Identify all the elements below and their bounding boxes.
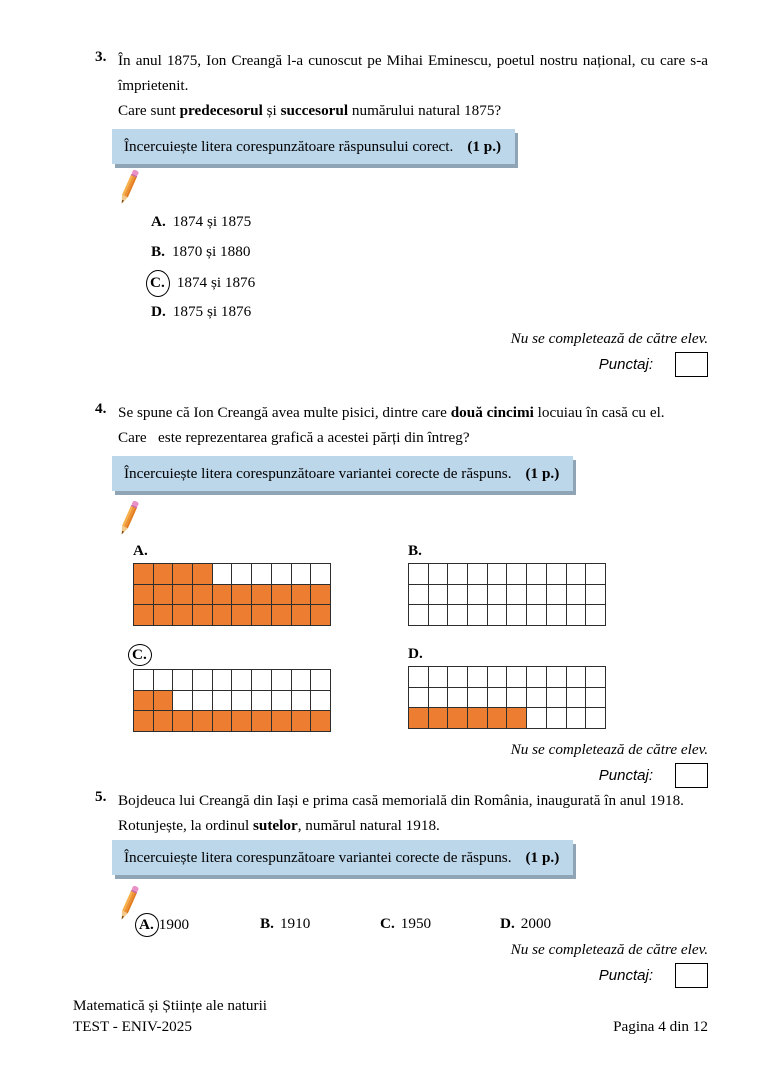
fraction-grid-b bbox=[408, 563, 606, 626]
grid-cell-empty bbox=[507, 605, 527, 626]
grid-cell-empty bbox=[567, 605, 587, 626]
grid-row bbox=[134, 605, 331, 626]
grid-cell-empty bbox=[232, 564, 252, 585]
grid-option-b: B. bbox=[408, 541, 708, 631]
grid-cell-filled bbox=[468, 708, 488, 729]
grid-row bbox=[134, 670, 331, 691]
footer-test-id: TEST - ENIV-2025 bbox=[73, 1018, 192, 1035]
grid-cell-empty bbox=[252, 691, 272, 712]
grid-cell-empty bbox=[409, 667, 429, 688]
footer-page-number: Pagina 4 din 12 bbox=[613, 1018, 708, 1035]
grid-cell-empty bbox=[468, 667, 488, 688]
question-4-number: 4. bbox=[95, 400, 107, 417]
grid-cell-empty bbox=[567, 708, 587, 729]
grid-cell-empty bbox=[429, 605, 449, 626]
question-5-options bbox=[95, 913, 708, 937]
grid-cell-filled bbox=[134, 585, 154, 606]
grid-cell-filled bbox=[252, 585, 272, 606]
score-row bbox=[95, 963, 708, 988]
grid-cell-filled bbox=[134, 605, 154, 626]
grid-cell-empty bbox=[272, 564, 292, 585]
score-label: Punctaj: bbox=[598, 767, 653, 785]
grid-cell-empty bbox=[292, 670, 312, 691]
grid-cell-filled bbox=[173, 605, 193, 626]
question-3-number: 3. bbox=[95, 48, 107, 65]
grid-cell-filled bbox=[213, 711, 233, 732]
grid-cell-filled bbox=[252, 605, 272, 626]
grid-cell-filled bbox=[173, 711, 193, 732]
grid-option-a: A. bbox=[133, 541, 408, 631]
grid-cell-empty bbox=[272, 691, 292, 712]
grid-cell-filled bbox=[173, 585, 193, 606]
grid-cell-filled bbox=[292, 585, 312, 606]
question-5-text: Bojdeuca lui Creangă din Iași e prima casă memorială din România, inaugurată în anul 1918. bbox=[118, 792, 684, 809]
grid-cell-empty bbox=[311, 564, 331, 585]
grid-cell-empty bbox=[507, 667, 527, 688]
grid-cell-filled bbox=[292, 711, 312, 732]
grid-cell-empty bbox=[547, 564, 567, 585]
grid-cell-filled bbox=[193, 605, 213, 626]
grid-cell-filled bbox=[429, 708, 449, 729]
grid-row bbox=[409, 688, 606, 709]
grid-cell-empty bbox=[586, 708, 606, 729]
grid-cell-empty bbox=[272, 670, 292, 691]
instruction-box-q5: Încercuiește litera corespunzătoare variantei corecte de răspuns. (1 p.) bbox=[112, 840, 573, 875]
grid-cell-empty bbox=[429, 667, 449, 688]
grid-cell-empty bbox=[448, 585, 468, 606]
grid-cell-empty bbox=[527, 564, 547, 585]
score-label: Punctaj: bbox=[598, 356, 653, 373]
grid-cell-empty bbox=[547, 667, 567, 688]
grid-row bbox=[409, 708, 606, 729]
grid-cell-empty bbox=[527, 708, 547, 729]
grid-cell-filled bbox=[311, 711, 331, 732]
grid-cell-empty bbox=[488, 667, 508, 688]
page-footer bbox=[73, 995, 708, 1037]
grid-cell-empty bbox=[567, 688, 587, 709]
grid-cell-empty bbox=[527, 585, 547, 606]
option-b: B. 1870 și 1880 bbox=[151, 243, 251, 260]
pencil-icon bbox=[118, 884, 140, 927]
grid-cell-empty bbox=[586, 688, 606, 709]
grid-cell-filled bbox=[448, 708, 468, 729]
grid-cell-empty bbox=[448, 688, 468, 709]
question-5-number: 5. bbox=[95, 788, 107, 805]
question-4-prompt: Care este reprezentarea grafică a acestei părți din întreg? bbox=[118, 429, 470, 446]
footer-left bbox=[73, 995, 267, 1037]
teacher-note: Nu se completează de către elev. bbox=[510, 741, 708, 759]
grid-cell-filled bbox=[213, 585, 233, 606]
grid-cell-empty bbox=[586, 564, 606, 585]
grid-cell-empty bbox=[429, 688, 449, 709]
teacher-note: Nu se completează de către elev. bbox=[510, 330, 708, 347]
grid-cell-empty bbox=[488, 688, 508, 709]
grid-cell-filled bbox=[154, 605, 174, 626]
grid-cell-empty bbox=[213, 670, 233, 691]
question-3-options bbox=[95, 210, 708, 324]
grid-cell-filled bbox=[272, 605, 292, 626]
grid-cell-empty bbox=[134, 670, 154, 691]
teacher-note: Nu se completează de către elev. bbox=[510, 941, 708, 958]
option-c: C. 1950 bbox=[380, 915, 432, 932]
grid-cell-empty bbox=[429, 564, 449, 585]
question-4-text: Se spune că Ion Creangă avea multe pisici, dintre care două cincimi locuiau în casă cu el. bbox=[118, 404, 665, 421]
grid-cell-empty bbox=[311, 670, 331, 691]
grid-row bbox=[134, 691, 331, 712]
option-c: C. 1874 și 1876 bbox=[151, 270, 708, 294]
option-a: A. 1874 și 1875 bbox=[151, 213, 252, 230]
grid-cell-empty bbox=[429, 585, 449, 606]
grid-cell-empty bbox=[488, 605, 508, 626]
score-label: Punctaj: bbox=[598, 967, 653, 984]
grid-cell-filled bbox=[507, 708, 527, 729]
question-3-text: În anul 1875, Ion Creangă l-a cunoscut pe Mihai Eminescu, poetul nostru național, cu care s-a împrietenit. bbox=[118, 52, 708, 94]
grid-cell-empty bbox=[448, 564, 468, 585]
grid-cell-empty bbox=[567, 564, 587, 585]
grid-cell-empty bbox=[547, 585, 567, 606]
grid-option-c: C. bbox=[133, 644, 408, 737]
grid-cell-filled bbox=[232, 585, 252, 606]
score-input-box bbox=[675, 763, 708, 788]
grid-row bbox=[134, 711, 331, 732]
grid-row bbox=[134, 585, 331, 606]
grid-cell-filled bbox=[193, 711, 213, 732]
option-d: D. 1875 și 1876 bbox=[151, 303, 252, 320]
grid-cell-empty bbox=[586, 585, 606, 606]
score-input-box bbox=[675, 352, 708, 377]
grid-cell-filled bbox=[292, 605, 312, 626]
grid-cell-empty bbox=[448, 667, 468, 688]
grid-cell-filled bbox=[154, 711, 174, 732]
grid-row bbox=[409, 564, 606, 585]
grid-cell-filled bbox=[409, 708, 429, 729]
grid-cell-empty bbox=[547, 688, 567, 709]
option-a: A. 1900 bbox=[140, 913, 260, 937]
grid-cell-filled bbox=[252, 711, 272, 732]
question-3 bbox=[95, 48, 708, 377]
score-input-box bbox=[675, 963, 708, 988]
grid-cell-empty bbox=[213, 691, 233, 712]
grid-row bbox=[134, 564, 331, 585]
grid-cell-empty bbox=[507, 564, 527, 585]
grid-cell-empty bbox=[232, 670, 252, 691]
grid-cell-filled bbox=[134, 711, 154, 732]
grid-cell-empty bbox=[547, 708, 567, 729]
grid-cell-empty bbox=[507, 688, 527, 709]
question-3-prompt: Care sunt predecesorul și succesorul numărului natural 1875? bbox=[118, 102, 502, 119]
grid-cell-empty bbox=[154, 670, 174, 691]
grid-cell-empty bbox=[292, 691, 312, 712]
grid-cell-empty bbox=[586, 667, 606, 688]
fraction-grid-a bbox=[133, 563, 331, 626]
score-row bbox=[95, 763, 708, 788]
grid-cell-empty bbox=[193, 670, 213, 691]
grid-cell-filled bbox=[173, 564, 193, 585]
grid-cell-empty bbox=[567, 667, 587, 688]
grid-cell-empty bbox=[292, 564, 312, 585]
grid-cell-empty bbox=[173, 691, 193, 712]
question-4 bbox=[95, 400, 708, 788]
option-d: D. 2000 bbox=[500, 915, 552, 932]
grid-cell-empty bbox=[567, 585, 587, 606]
answer-grids bbox=[133, 541, 708, 737]
score-row bbox=[95, 352, 708, 377]
grid-cell-filled bbox=[134, 564, 154, 585]
grid-cell-empty bbox=[409, 688, 429, 709]
grid-cell-empty bbox=[507, 585, 527, 606]
grid-row bbox=[409, 585, 606, 606]
grid-cell-empty bbox=[468, 585, 488, 606]
grid-cell-filled bbox=[154, 691, 174, 712]
question-5 bbox=[95, 788, 708, 988]
grid-cell-empty bbox=[252, 670, 272, 691]
grid-cell-filled bbox=[134, 691, 154, 712]
grid-cell-filled bbox=[272, 711, 292, 732]
grid-cell-empty bbox=[409, 564, 429, 585]
grid-cell-empty bbox=[409, 605, 429, 626]
grid-cell-filled bbox=[193, 585, 213, 606]
grid-cell-empty bbox=[468, 688, 488, 709]
grid-cell-filled bbox=[311, 605, 331, 626]
grid-cell-empty bbox=[547, 605, 567, 626]
grid-row bbox=[409, 605, 606, 626]
fraction-grid-d bbox=[408, 666, 606, 729]
grid-cell-empty bbox=[586, 605, 606, 626]
grid-cell-empty bbox=[252, 564, 272, 585]
grid-cell-empty bbox=[488, 564, 508, 585]
fraction-grid-c bbox=[133, 669, 331, 732]
grid-cell-filled bbox=[154, 585, 174, 606]
grid-cell-empty bbox=[468, 564, 488, 585]
grid-cell-empty bbox=[527, 688, 547, 709]
option-b: B. 1910 bbox=[260, 915, 311, 932]
grid-row bbox=[409, 667, 606, 688]
pencil-icon bbox=[118, 168, 140, 211]
grid-cell-filled bbox=[154, 564, 174, 585]
grid-cell-filled bbox=[193, 564, 213, 585]
grid-cell-empty bbox=[232, 691, 252, 712]
question-5-prompt: Rotunjește, la ordinul sutelor, numărul natural 1918. bbox=[118, 817, 440, 834]
grid-cell-filled bbox=[311, 585, 331, 606]
grid-cell-filled bbox=[272, 585, 292, 606]
grid-cell-empty bbox=[527, 605, 547, 626]
grid-cell-empty bbox=[213, 564, 233, 585]
grid-cell-filled bbox=[488, 708, 508, 729]
grid-cell-filled bbox=[232, 605, 252, 626]
grid-cell-empty bbox=[193, 691, 213, 712]
grid-cell-empty bbox=[527, 667, 547, 688]
grid-cell-empty bbox=[488, 585, 508, 606]
instruction-box-q3: Încercuiește litera corespunzătoare răspunsului corect. (1 p.) bbox=[112, 129, 515, 164]
grid-cell-empty bbox=[468, 605, 488, 626]
grid-cell-empty bbox=[409, 585, 429, 606]
grid-cell-empty bbox=[448, 605, 468, 626]
grid-option-d: D. bbox=[408, 644, 708, 737]
pencil-icon bbox=[118, 499, 140, 542]
grid-cell-empty bbox=[311, 691, 331, 712]
instruction-box-q4: Încercuiește litera corespunzătoare variantei corecte de răspuns. (1 p.) bbox=[112, 456, 573, 491]
grid-cell-empty bbox=[173, 670, 193, 691]
grid-cell-filled bbox=[232, 711, 252, 732]
footer-subject: Matematică și Științe ale naturii bbox=[73, 997, 268, 1014]
grid-cell-filled bbox=[213, 605, 233, 626]
